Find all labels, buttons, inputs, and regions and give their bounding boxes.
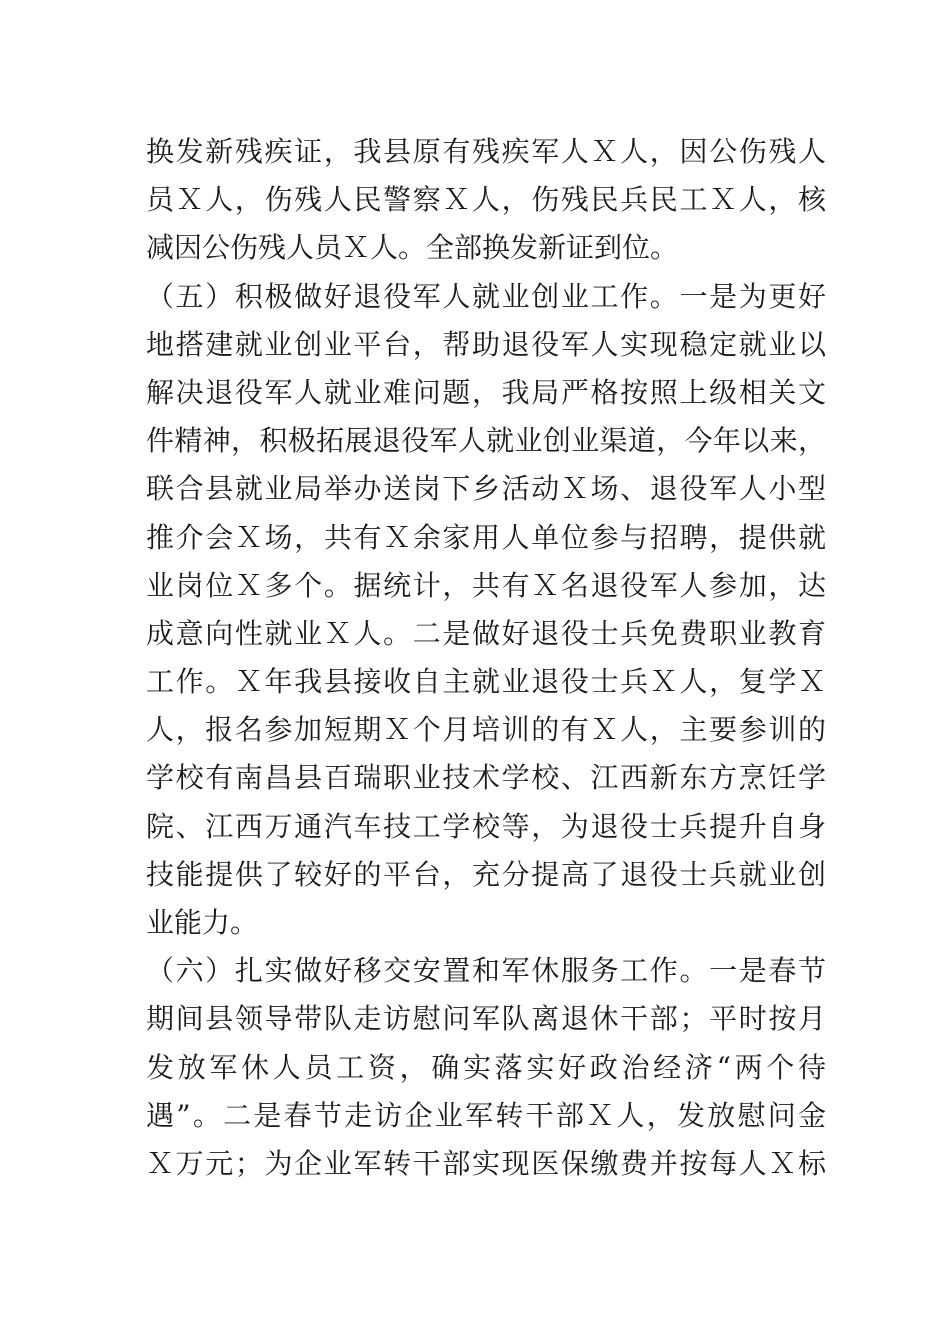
text-line: 学校有南昌县百瑞职业技术学校、江西新东方烹饪学 xyxy=(146,761,826,795)
section-heading-line: （五）积极做好退役军人就业创业工作。一是为更好 xyxy=(146,279,826,313)
text-line: 换发新残疾证，我县原有残疾军人Ｘ人，因公伤残人 xyxy=(146,135,826,168)
section-heading-line: （六）扎实做好移交安置和军休服务工作。一是春节 xyxy=(146,954,826,988)
text-line: 遇”。二是春节走访企业军转干部Ｘ人，发放慰问金 xyxy=(146,1098,826,1132)
text-line: 人，报名参加短期Ｘ个月培训的有Ｘ人，主要参训的 xyxy=(146,713,826,747)
text-line: 联合县就业局举办送岗下乡活动Ｘ场、退役军人小型 xyxy=(146,472,826,506)
text-line: 成意向性就业Ｘ人。二是做好退役士兵免费职业教育 xyxy=(146,616,826,650)
text-line: 地搭建就业创业平台，帮助退役军人实现稳定就业以 xyxy=(146,327,826,361)
text-line: 技能提供了较好的平台，充分提高了退役士兵就业创 xyxy=(146,857,826,891)
body-text xyxy=(146,128,826,1188)
text-line: 员Ｘ人，伤残人民警察Ｘ人，伤残民兵民工Ｘ人，核 xyxy=(146,183,826,217)
text-line: 期间县领导带队走访慰问军队离退休干部；平时按月 xyxy=(146,1002,826,1036)
text-line: 院、江西万通汽车技工学校等，为退役士兵提升自身 xyxy=(146,809,826,843)
text-line: 发放军休人员工资，确实落实好政治经济“两个待 xyxy=(146,1050,826,1084)
text-line: 业能力。 xyxy=(146,906,259,939)
text-line: Ｘ万元；为企业军转干部实现医保缴费并按每人Ｘ标 xyxy=(146,1146,826,1180)
text-line: 减因公伤残人员Ｘ人。全部换发新证到位。 xyxy=(146,231,679,265)
text-line: 工作。Ｘ年我县接收自主就业退役士兵Ｘ人，复学Ｘ xyxy=(146,665,826,699)
text-line: 业岗位Ｘ多个。据统计，共有Ｘ名退役军人参加，达 xyxy=(146,568,826,602)
text-line: 件精神，积极拓展退役军人就业创业渠道，今年以来， xyxy=(146,424,826,458)
text-line: 解决退役军人就业难问题，我局严格按照上级相关文 xyxy=(146,375,826,409)
text-line: 推介会Ｘ场，共有Ｘ余家用人单位参与招聘，提供就 xyxy=(146,520,826,554)
